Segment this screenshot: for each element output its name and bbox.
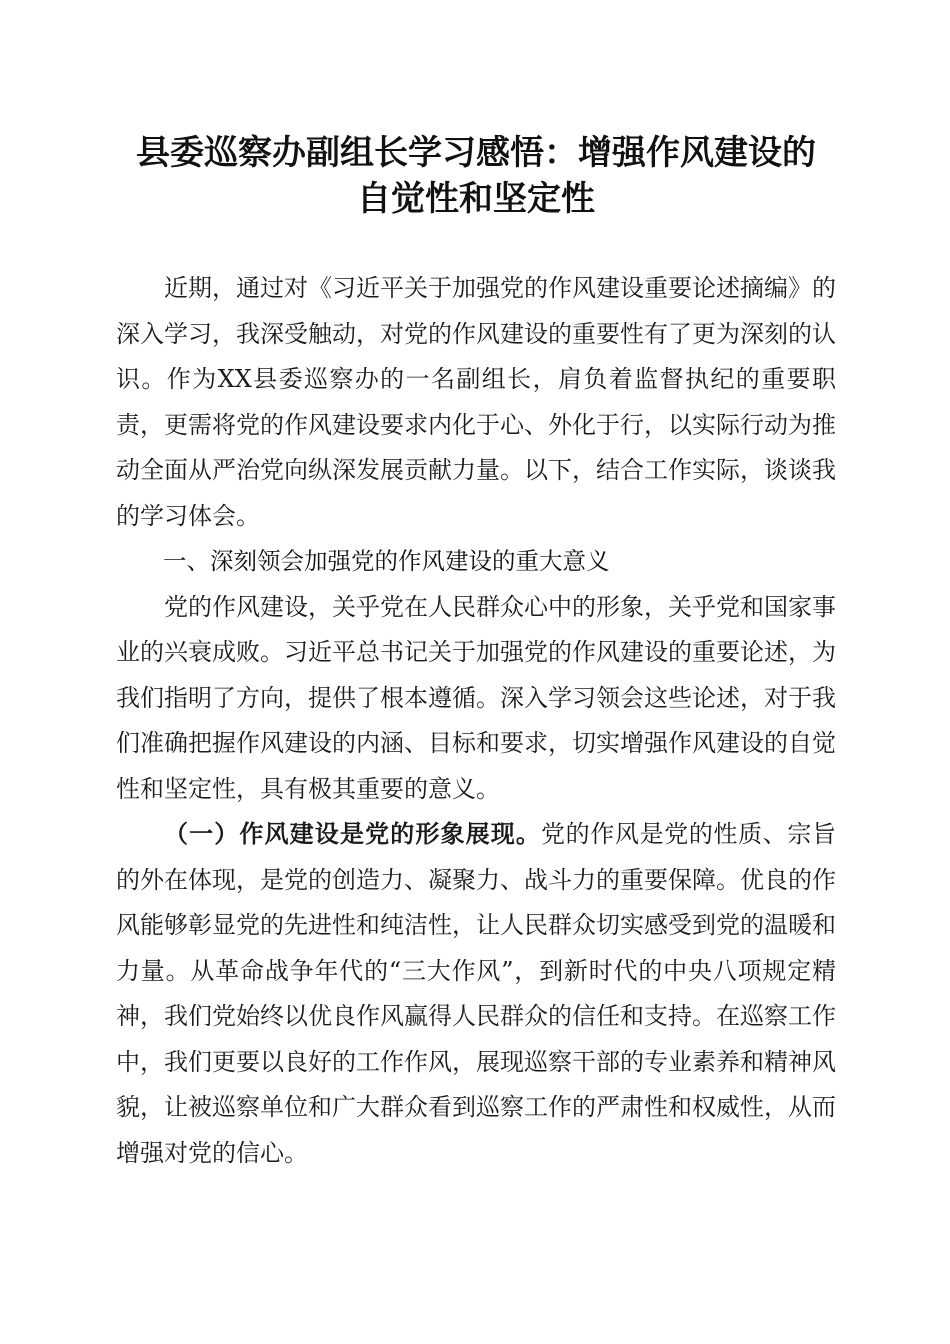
- section-1-heading: 一、深刻领会加强党的作风建设的重大意义: [163, 547, 610, 575]
- document-page: [116, 130, 836, 1176]
- title-line-1: 县委巡察办副组长学习感悟：增强作风建设的: [136, 133, 816, 173]
- subsection-1-text: 党的作风是党的性质、宗旨的外在体现，是党的创造力、凝聚力、战斗力的重要保障。优良的作风能够彰显党的先进性和纯洁性，让人民群众切实感受到党的温暖和力量。从革命战争年代的“三大作风”，到新时代的中央八项规定精神，我们党始终以优良作风赢得人民群众的信任和支持。在巡察工作中，我们更要以良好的工作作风，展现巡察干部的专业素养和精神风貌，让被巡察单位和广大群众看到巡察工作的严肃性和权威性，从而增强对党的信心。: [116, 820, 837, 1167]
- document-body: [116, 266, 836, 1176]
- intro-paragraph: 近期，通过对《习近平关于加强党的作风建设重要论述摘编》的深入学习，我深受触动，对党的作风建设的重要性有了更为深刻的认识。作为XX县委巡察办的一名副组长，肩负着监督执纪的重要职责，更需将党的作风建设要求内化于心、外化于行，以实际行动为推动全面从严治党向纵深发展贡献力量。以下，结合工作实际，谈谈我的学习体会。: [116, 274, 836, 530]
- section-1-paragraph: 党的作风建设，关乎党在人民群众心中的形象，关乎党和国家事业的兴衰成败。习近平总书记关于加强党的作风建设的重要论述，为我们指明了方向，提供了根本遵循。深入学习领会这些论述，对于我们准确把握作风建设的内涵、目标和要求，切实增强作风建设的自觉性和坚定性，具有极其重要的意义。: [116, 592, 836, 803]
- document-title: [116, 130, 836, 222]
- title-line-2: 自觉性和坚定性: [357, 179, 595, 219]
- subsection-1-paragraph: [116, 812, 836, 1176]
- subsection-1-heading: （一）作风建设是党的形象展现。: [164, 820, 542, 848]
